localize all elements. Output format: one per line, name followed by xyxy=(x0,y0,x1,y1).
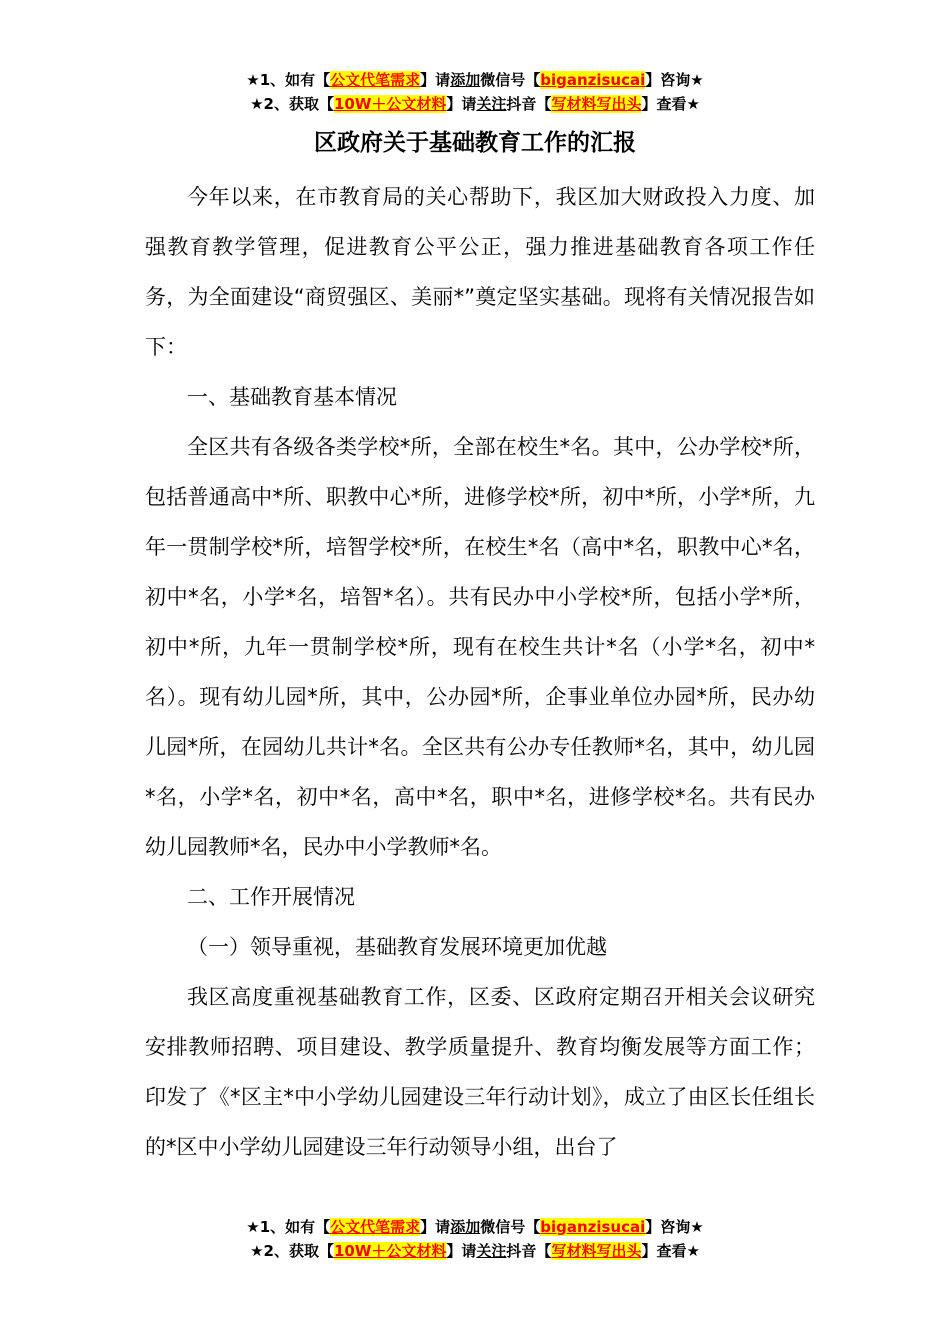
section-heading-2: 二、工作开展情况 xyxy=(187,885,355,909)
banner-text: 】请 xyxy=(446,1242,477,1260)
paragraph-basic-stats: 全区共有各级各类学校*所，全部在校生*名。其中，公办学校*所，包括普通高中*所、职教中心*所，进修学校*所，初中*所，小学*所，九年一贯制学校*所，培智学校*所，在校生*名（高中*名，职教中心*名，初中*名，小学*名，培智*名）。共有民办中小学校*所，包括小学*所，初中*所，九年一贯制学校*所，现有在校生共计*名（小学*名，初中*名）。现有幼儿园*所，其中，公办园*所，企事业单位办园*所，民办幼儿园*所，在园幼儿共计*名。全区共有公办专任教师*名，其中，幼儿园*名，小学*名，初中*名，高中*名，职中*名，进修学校*名。共有民办幼儿园教师*名，民办中小学教师*名。 xyxy=(145,435,815,859)
section-heading-1: 一、基础教育基本情况 xyxy=(187,385,397,409)
banner-wechat-id: biganzisucai xyxy=(540,1218,646,1236)
banner-emphasis: 关注 xyxy=(476,95,507,113)
subsection-heading-1: （一）领导重视，基础教育发展环境更加优越 xyxy=(187,935,607,959)
banner-text: 】查看★ xyxy=(641,1242,700,1260)
banner-text: 微信号【 xyxy=(480,71,541,89)
banner-text: ★2、获取【 xyxy=(250,95,334,113)
banner-text: 】请 xyxy=(420,1218,451,1236)
banner-wechat-id: biganzisucai xyxy=(540,71,646,89)
banner-douyin-id: 写材料写出头 xyxy=(551,1242,642,1260)
footer-banner xyxy=(0,1215,950,1263)
banner-emphasis: 添加 xyxy=(450,71,481,89)
banner-text: ★1、如有【 xyxy=(246,1218,331,1236)
banner-line-1 xyxy=(0,1215,950,1239)
paragraph-intro: 今年以来，在市教育局的关心帮助下，我区加大财政投入力度、加强教育教学管理，促进教育公平公正，强力推进基础教育各项工作任务，为全面建设“商贸强区、美丽*”奠定坚实基础。现将有关情况报告如下： xyxy=(145,185,815,359)
banner-text: 抖音【 xyxy=(506,1242,552,1260)
banner-line-1 xyxy=(0,68,950,92)
banner-text: 】咨询★ xyxy=(645,1218,704,1236)
banner-text: ★2、获取【 xyxy=(250,1242,334,1260)
document-title: 区政府关于基础教育工作的汇报 xyxy=(314,130,636,156)
banner-text: 】查看★ xyxy=(641,95,700,113)
header-banner xyxy=(0,68,950,116)
banner-text: 】请 xyxy=(420,71,451,89)
banner-text: 】请 xyxy=(446,95,477,113)
banner-highlight: 10W＋公文材料 xyxy=(333,95,447,113)
paragraph-leadership: 我区高度重视基础教育工作，区委、区政府定期召开相关会议研究安排教师招聘、项目建设、教学质量提升、教育均衡发展等方面工作；印发了《*区主*中小学幼儿园建设三年行动计划》，成立了由区长任组长的*区中小学幼儿园建设三年行动领导小组，出台了 xyxy=(145,985,815,1159)
banner-highlight: 10W＋公文材料 xyxy=(333,1242,447,1260)
banner-highlight: 公文代笔需求 xyxy=(330,1218,421,1236)
banner-line-2 xyxy=(0,1239,950,1263)
banner-emphasis: 关注 xyxy=(476,1242,507,1260)
banner-douyin-id: 写材料写出头 xyxy=(551,95,642,113)
banner-text: 】咨询★ xyxy=(645,71,704,89)
document-body xyxy=(145,172,815,1172)
banner-line-2 xyxy=(0,92,950,116)
banner-text: 抖音【 xyxy=(506,95,552,113)
banner-text: 微信号【 xyxy=(480,1218,541,1236)
banner-highlight: 公文代笔需求 xyxy=(330,71,421,89)
banner-emphasis: 添加 xyxy=(450,1218,481,1236)
banner-text: ★1、如有【 xyxy=(246,71,331,89)
